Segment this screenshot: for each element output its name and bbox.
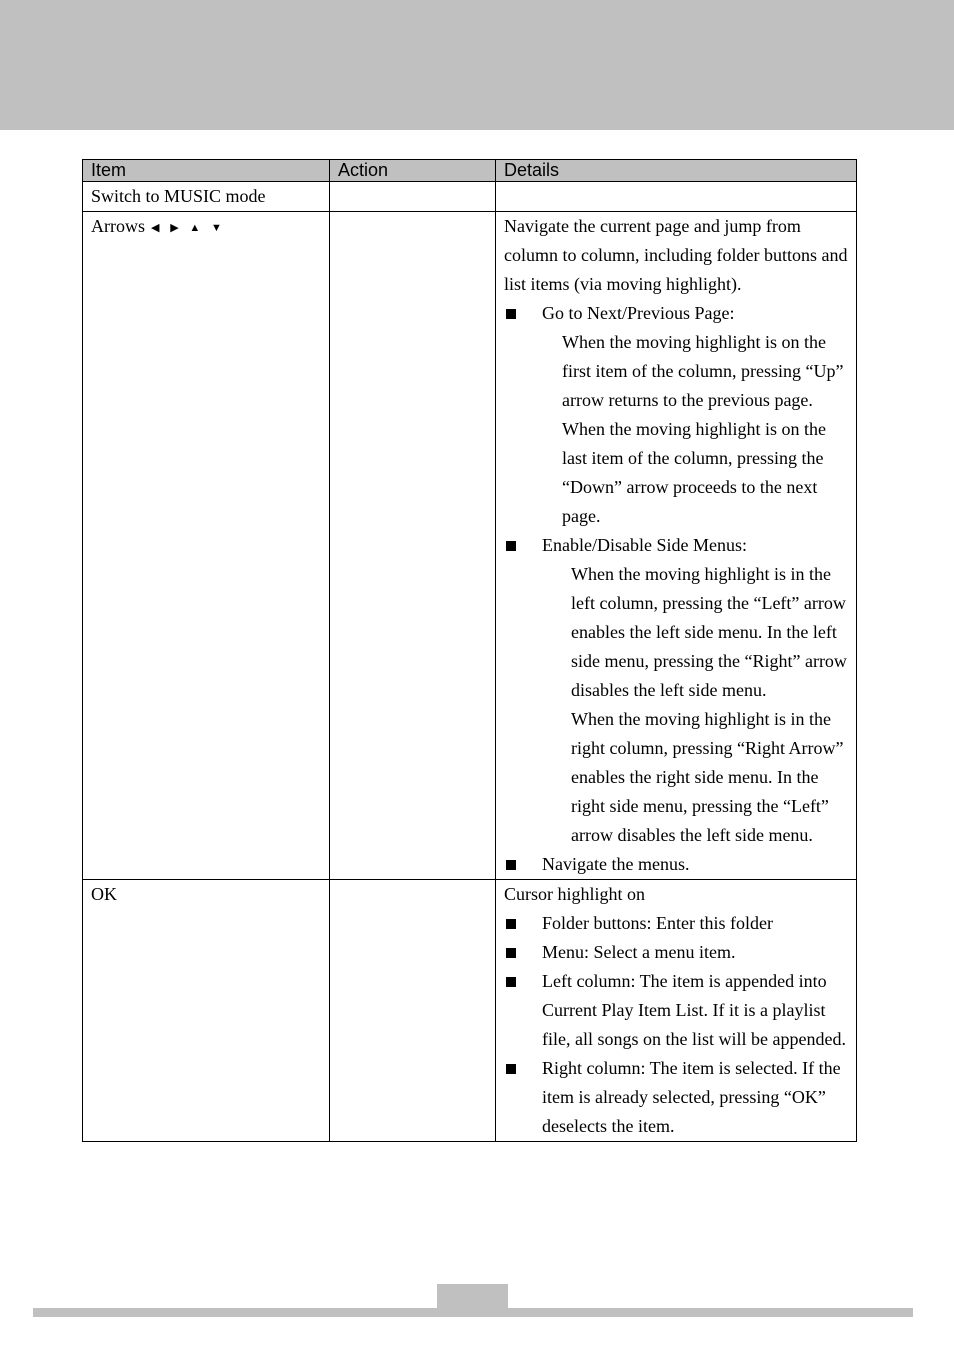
square-bullet-icon (506, 541, 516, 551)
table-row (83, 212, 857, 880)
list-item (504, 850, 850, 879)
bullet-text: Left column: The item is appended into Current Play Item List. If it is a playlist file, all songs on the list will be appended. (542, 971, 846, 1049)
details-cell (496, 182, 857, 212)
list-item (504, 299, 850, 328)
list-item (504, 967, 850, 1054)
list-item (504, 531, 850, 560)
header-item: Item (83, 160, 330, 182)
details-intro: Cursor highlight on (504, 884, 646, 904)
sub-paragraph: When the moving highlight is in the left column, pressing the “Left” arrow enables the left side menu. In the left side menu, pressing the “Right” arrow disables the left side menu. (571, 564, 847, 700)
bullet-text: Right column: The item is selected. If the item is already selected, pressing “OK” deselects the item. (542, 1058, 841, 1136)
sub-paragraph: When the moving highlight is on the last item of the column, pressing the “Down” arrow proceeds to the next page. (562, 419, 826, 526)
square-bullet-icon (506, 1064, 516, 1074)
bullet-text: Folder buttons: Enter this folder (542, 913, 773, 933)
bullet-text: Go to Next/Previous Page: (542, 303, 735, 323)
action-cell (330, 880, 496, 1142)
bullet-text: Navigate the menus. (542, 854, 690, 874)
list-item (504, 938, 850, 967)
bullet-text: Menu: Select a menu item. (542, 942, 736, 962)
arrow-keys-icon: ◀ ▶ ▲ ▼ (151, 222, 226, 234)
item-cell: Switch to MUSIC mode (83, 182, 330, 212)
square-bullet-icon (506, 860, 516, 870)
page-number-tab (437, 1284, 508, 1317)
header-action: Action (330, 160, 496, 182)
table-row (83, 182, 857, 212)
square-bullet-icon (506, 309, 516, 319)
item-cell: OK (83, 880, 330, 1142)
list-item (504, 909, 850, 938)
square-bullet-icon (506, 948, 516, 958)
header-details: Details (496, 160, 857, 182)
details-intro: Navigate the current page and jump from column to column, including folder buttons and list items (via moving highlight). (504, 216, 848, 294)
item-label: Arrows (91, 216, 145, 236)
bullet-text: Enable/Disable Side Menus: (542, 535, 747, 555)
details-cell (496, 212, 857, 880)
sub-paragraph: When the moving highlight is in the right column, pressing “Right Arrow” enables the right side menu. In the right side menu, pressing the “Left” arrow disables the left side menu. (571, 709, 844, 845)
details-cell (496, 880, 857, 1142)
sub-paragraph: When the moving highlight is on the first item of the column, pressing “Up” arrow returns to the previous page. (562, 332, 844, 410)
header-band (0, 0, 954, 130)
action-cell (330, 212, 496, 880)
table-header-row (83, 160, 857, 182)
table-row (83, 880, 857, 1142)
action-cell (330, 182, 496, 212)
square-bullet-icon (506, 919, 516, 929)
list-item (504, 1054, 850, 1141)
square-bullet-icon (506, 977, 516, 987)
item-cell (83, 212, 330, 880)
controls-table (82, 159, 857, 1142)
